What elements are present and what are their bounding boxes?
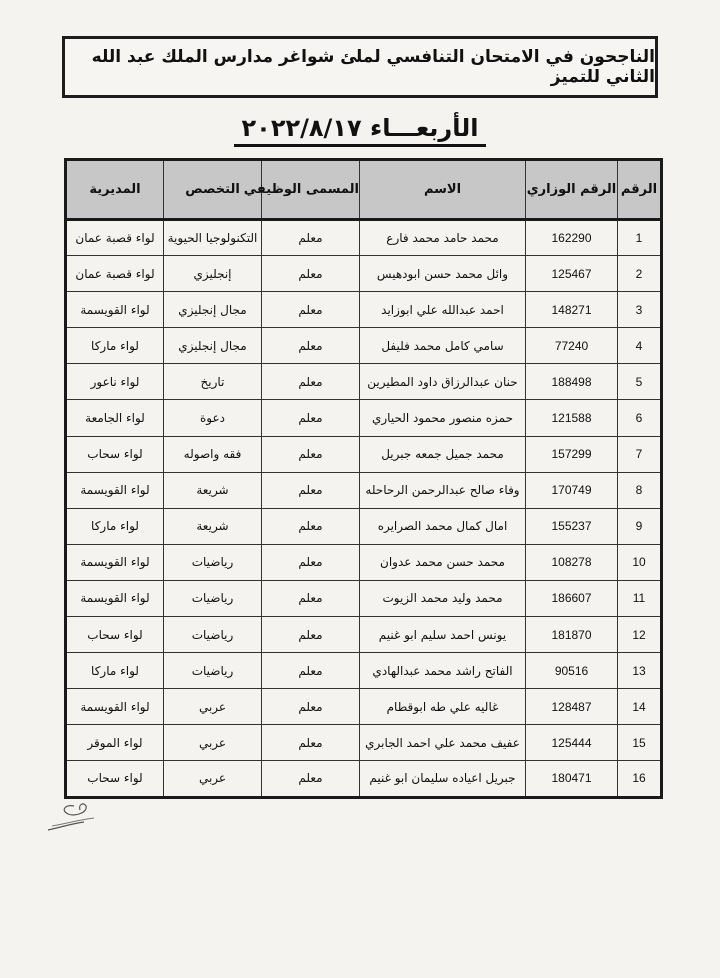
row-number: 6 <box>618 400 662 436</box>
job-title-cell: معلم <box>262 436 360 472</box>
specialization-cell: شريعة <box>164 508 262 544</box>
table-row <box>66 364 662 400</box>
directorate-cell: لواء الموقر <box>66 725 164 761</box>
job-title-cell: معلم <box>262 220 360 256</box>
row-number: 2 <box>618 256 662 292</box>
directorate-cell: لواء القويسمة <box>66 292 164 328</box>
directorate-cell: لواء سحاب <box>66 436 164 472</box>
ministry-id: 125467 <box>526 256 618 292</box>
specialization-cell: شريعة <box>164 472 262 508</box>
row-number: 4 <box>618 328 662 364</box>
header-name: الاسم <box>360 160 526 220</box>
directorate-cell: لواء سحاب <box>66 617 164 653</box>
directorate-cell: لواء ماركا <box>66 653 164 689</box>
name-cell: محمد حامد محمد فارع <box>360 220 526 256</box>
header-num: الرقم <box>618 160 662 220</box>
specialization-cell: عربي <box>164 725 262 761</box>
table-row <box>66 220 662 256</box>
directorate-cell: لواء قصبة عمان <box>66 256 164 292</box>
name-cell: حمزه منصور محمود الحياري <box>360 400 526 436</box>
job-title-cell: معلم <box>262 689 360 725</box>
table-row <box>66 725 662 761</box>
name-cell: غاليه علي طه ابوقطام <box>360 689 526 725</box>
specialization-cell: رياضيات <box>164 653 262 689</box>
row-number: 5 <box>618 364 662 400</box>
date-heading <box>0 112 720 148</box>
specialization-cell: رياضيات <box>164 544 262 580</box>
results-table <box>64 158 663 799</box>
header-job-title: المسمى الوظيفي <box>262 160 360 220</box>
job-title-cell: معلم <box>262 328 360 364</box>
row-number: 3 <box>618 292 662 328</box>
name-cell: محمد جميل جمعه جبريل <box>360 436 526 472</box>
table-row <box>66 689 662 725</box>
specialization-cell: إنجليزي <box>164 256 262 292</box>
specialization-cell: عربي <box>164 689 262 725</box>
job-title-cell: معلم <box>262 725 360 761</box>
ministry-id: 77240 <box>526 328 618 364</box>
table-row <box>66 761 662 797</box>
name-cell: عفيف محمد علي احمد الجابري <box>360 725 526 761</box>
job-title-cell: معلم <box>262 292 360 328</box>
row-number: 12 <box>618 617 662 653</box>
ministry-id: 128487 <box>526 689 618 725</box>
job-title-cell: معلم <box>262 472 360 508</box>
table-row <box>66 544 662 580</box>
name-cell: احمد عبدالله علي ابوزايد <box>360 292 526 328</box>
job-title-cell: معلم <box>262 617 360 653</box>
name-cell: وائل محمد حسن ابودهيس <box>360 256 526 292</box>
ministry-id: 162290 <box>526 220 618 256</box>
table-row <box>66 580 662 616</box>
specialization-cell: دعوة <box>164 400 262 436</box>
name-cell: وفاء صالح عبدالرحمن الرحاحله <box>360 472 526 508</box>
directorate-cell: لواء سحاب <box>66 761 164 797</box>
specialization-cell: فقه واصوله <box>164 436 262 472</box>
specialization-cell: مجال إنجليزي <box>164 292 262 328</box>
ministry-id: 181870 <box>526 617 618 653</box>
specialization-cell: مجال إنجليزي <box>164 328 262 364</box>
name-cell: محمد وليد محمد الزيوت <box>360 580 526 616</box>
specialization-cell: عربي <box>164 761 262 797</box>
table-row <box>66 400 662 436</box>
job-title-cell: معلم <box>262 544 360 580</box>
header-specialization: التخصص <box>164 160 262 220</box>
job-title-cell: معلم <box>262 508 360 544</box>
table-row <box>66 617 662 653</box>
job-title-cell: معلم <box>262 256 360 292</box>
ministry-id: 180471 <box>526 761 618 797</box>
directorate-cell: لواء ماركا <box>66 328 164 364</box>
table-row <box>66 472 662 508</box>
row-number: 8 <box>618 472 662 508</box>
document-title: الناجحون في الامتحان التنافسي لملئ شواغر مدارس الملك عبد الله الثاني للتميز <box>91 47 655 87</box>
ministry-id: 157299 <box>526 436 618 472</box>
row-number: 14 <box>618 689 662 725</box>
specialization-cell: رياضيات <box>164 580 262 616</box>
directorate-cell: لواء قصبة عمان <box>66 220 164 256</box>
name-cell: جبريل اعياده سليمان ابو غنيم <box>360 761 526 797</box>
row-number: 13 <box>618 653 662 689</box>
row-number: 15 <box>618 725 662 761</box>
row-number: 1 <box>618 220 662 256</box>
job-title-cell: معلم <box>262 761 360 797</box>
ministry-id: 121588 <box>526 400 618 436</box>
name-cell: امال كمال محمد الصرايره <box>360 508 526 544</box>
ministry-id: 188498 <box>526 364 618 400</box>
name-cell: الفاتح راشد محمد عبدالهادي <box>360 653 526 689</box>
directorate-cell: لواء ماركا <box>66 508 164 544</box>
name-cell: حنان عبدالرزاق داود المطيرين <box>360 364 526 400</box>
directorate-cell: لواء الجامعة <box>66 400 164 436</box>
directorate-cell: لواء القويسمة <box>66 544 164 580</box>
specialization-cell: رياضيات <box>164 617 262 653</box>
name-cell: سامي كامل محمد فليفل <box>360 328 526 364</box>
row-number: 7 <box>618 436 662 472</box>
job-title-cell: معلم <box>262 653 360 689</box>
job-title-cell: معلم <box>262 364 360 400</box>
ministry-id: 148271 <box>526 292 618 328</box>
header-ministry-id: الرقم الوزاري <box>526 160 618 220</box>
table-header-row <box>66 160 662 220</box>
directorate-cell: لواء القويسمة <box>66 472 164 508</box>
document-title-box <box>62 36 658 98</box>
table-row <box>66 328 662 364</box>
directorate-cell: لواء القويسمة <box>66 689 164 725</box>
row-number: 11 <box>618 580 662 616</box>
row-number: 10 <box>618 544 662 580</box>
directorate-cell: لواء ناعور <box>66 364 164 400</box>
ministry-id: 186607 <box>526 580 618 616</box>
ministry-id: 90516 <box>526 653 618 689</box>
table-row <box>66 436 662 472</box>
specialization-cell: التكنولوجيا الحيوية <box>164 220 262 256</box>
row-number: 9 <box>618 508 662 544</box>
specialization-cell: تاريخ <box>164 364 262 400</box>
ministry-id: 125444 <box>526 725 618 761</box>
directorate-cell: لواء القويسمة <box>66 580 164 616</box>
table-row <box>66 508 662 544</box>
ministry-id: 108278 <box>526 544 618 580</box>
name-cell: يونس احمد سليم ابو غنيم <box>360 617 526 653</box>
table-row <box>66 653 662 689</box>
row-number: 16 <box>618 761 662 797</box>
ministry-id: 155237 <box>526 508 618 544</box>
name-cell: محمد حسن محمد عدوان <box>360 544 526 580</box>
table-row <box>66 256 662 292</box>
table-row <box>66 292 662 328</box>
job-title-cell: معلم <box>262 400 360 436</box>
header-directorate: المديرية <box>66 160 164 220</box>
ministry-id: 170749 <box>526 472 618 508</box>
job-title-cell: معلم <box>262 580 360 616</box>
date-text: الأربعـــاء ٢٠٢٢/٨/١٧ <box>234 114 487 147</box>
signature-mark <box>44 800 104 836</box>
